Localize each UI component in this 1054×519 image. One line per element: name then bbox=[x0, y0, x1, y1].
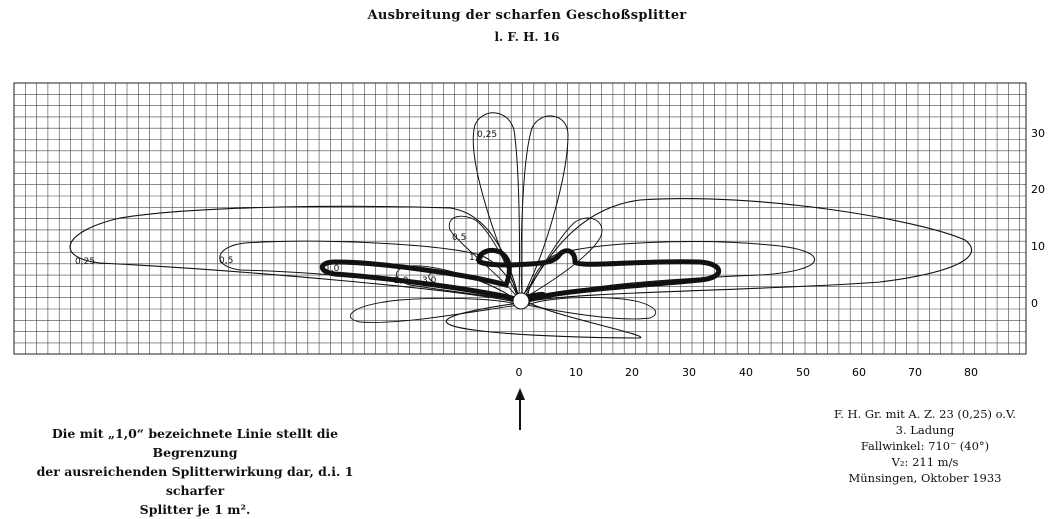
legend-note bbox=[20, 424, 370, 519]
x-tick-label: 80 bbox=[964, 366, 978, 379]
info-line-5: Münsingen, Oktober 1933 bbox=[848, 471, 1002, 485]
info-line-4: V₂: 211 m/s bbox=[891, 455, 959, 469]
arrow-up-icon bbox=[510, 388, 530, 434]
note-line-3: Splitter je 1 m². bbox=[139, 502, 251, 517]
x-tick-label: 70 bbox=[908, 366, 922, 379]
contour-label: 0,25 bbox=[75, 257, 96, 267]
note-line-2: der ausreichenden Splitterwirkung dar, d.i. 1 scharfer bbox=[36, 464, 354, 498]
chart-title: Ausbreitung der scharfen Geschoßsplitter bbox=[367, 8, 687, 23]
contour-label: 3,0 bbox=[422, 276, 437, 286]
contour-label: 2,0 bbox=[394, 276, 409, 286]
contour-line bbox=[521, 116, 568, 298]
x-tick-label: 60 bbox=[852, 366, 866, 379]
x-tick-label: 30 bbox=[682, 366, 696, 379]
y-tick-label: 20 bbox=[1031, 183, 1045, 196]
chart-subtitle: l. F. H. 16 bbox=[494, 30, 560, 44]
y-tick-label: 30 bbox=[1031, 127, 1045, 140]
x-tick-label: 20 bbox=[625, 366, 639, 379]
info-line-2: 3. Ladung bbox=[895, 423, 955, 437]
grid bbox=[14, 83, 1026, 354]
contour-line bbox=[473, 113, 519, 298]
x-tick-label: 0 bbox=[515, 366, 523, 379]
x-tick-label: 10 bbox=[569, 366, 583, 379]
contour-label: 0,5 bbox=[452, 233, 467, 243]
x-tick-label: 40 bbox=[739, 366, 753, 379]
contour-label: 0,25 bbox=[477, 130, 498, 140]
info-line-3: Fallwinkel: 710⁻ (40°) bbox=[860, 439, 990, 453]
x-tick-label: 50 bbox=[796, 366, 810, 379]
contour-label: 1,0 bbox=[469, 253, 484, 263]
contour-line bbox=[527, 297, 656, 318]
y-tick-label: 0 bbox=[1031, 297, 1038, 310]
info-line-1: F. H. Gr. mit A. Z. 23 (0,25) o.V. bbox=[834, 407, 1016, 421]
y-tick-label: 10 bbox=[1031, 240, 1045, 253]
note-line-1: Die mit „1,0“ bezeichnete Linie stellt die Begrenzung bbox=[51, 426, 339, 460]
contour-label: 0,5 bbox=[219, 256, 234, 266]
contour-label: 1,0 bbox=[325, 264, 340, 274]
info-block bbox=[830, 406, 1020, 486]
impact-point bbox=[513, 293, 529, 309]
